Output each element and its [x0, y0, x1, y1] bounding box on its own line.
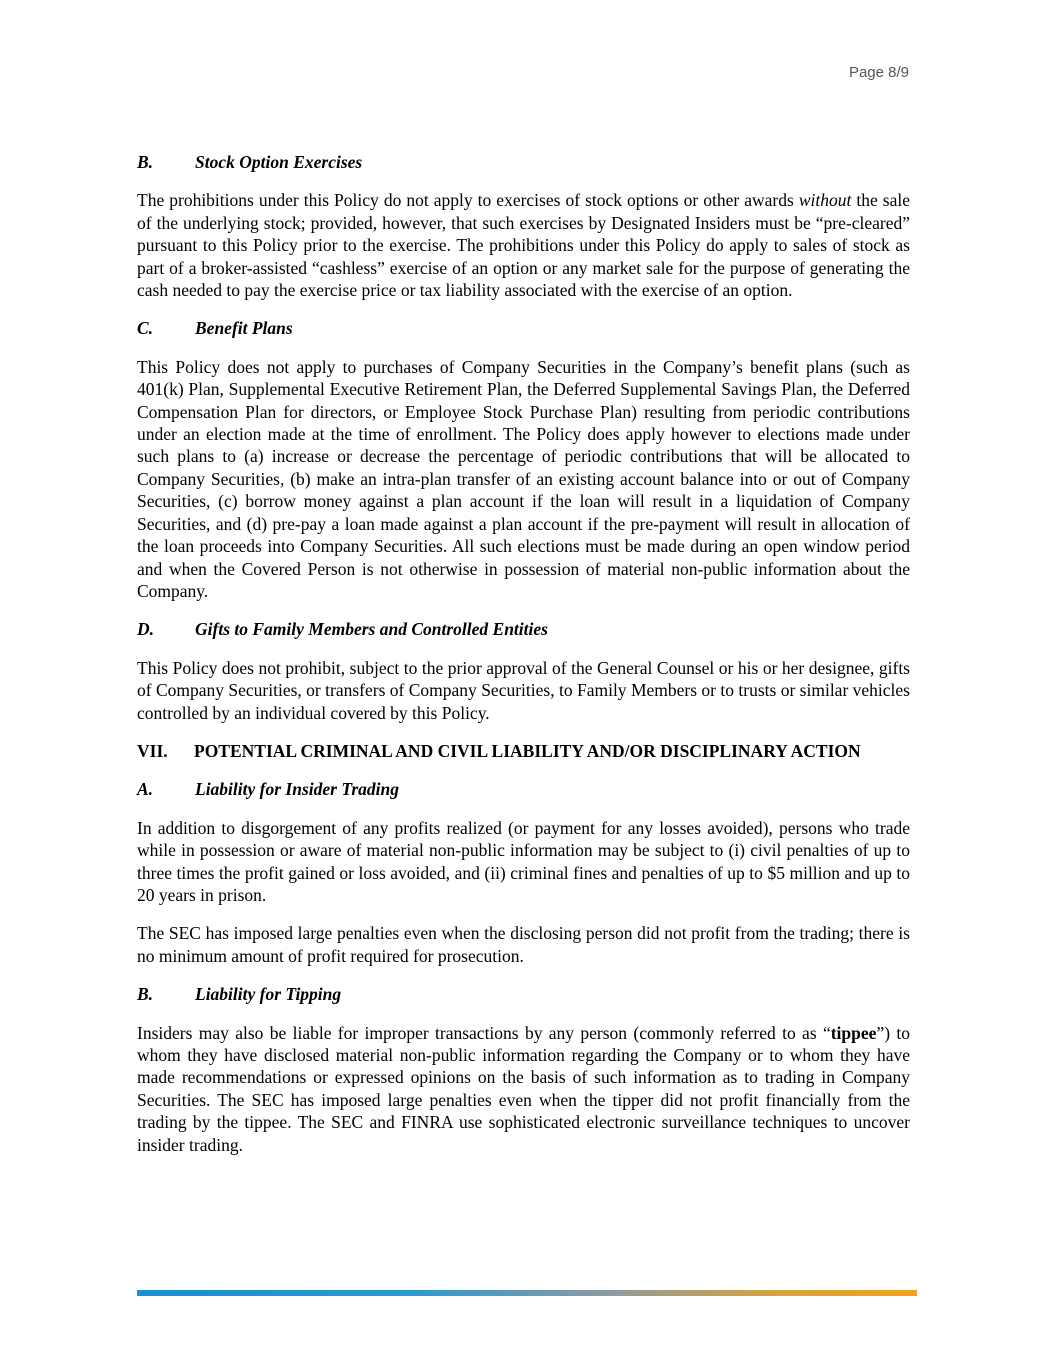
- footer-gradient-bar: [137, 1290, 917, 1296]
- page-number: Page 8/9: [848, 64, 909, 81]
- paragraph-liability-insider-trading-2: The SEC has imposed large penalties even when the disclosing person did not profit from the trading; there is no minimum amount of profit required for prosecution.: [137, 923, 910, 966]
- section-heading-gifts: [137, 618, 910, 640]
- section-heading-liability-tipping: [137, 983, 910, 1005]
- section-letter: D.: [137, 619, 155, 640]
- emphasis-text: without: [798, 190, 852, 211]
- section-title: Liability for Insider Trading: [195, 779, 400, 800]
- text-run: Insiders may also be liable for improper transactions by any person (commonly referred to as “: [137, 1022, 831, 1043]
- document-body: [137, 151, 910, 1172]
- text-run: The prohibitions under this Policy do not apply to exercises of stock options or other awards: [137, 190, 799, 211]
- paragraph-stock-option-exercises: [137, 189, 910, 301]
- text-run: the sale of the underlying stock; provided, however, that such exercises by Designated Insiders must be “pre-cleared” pursuant to this Policy prior to the exercise. The prohibitions under this Policy do apply to sales of stock as part of a broker-assisted “cashless” exercise of an option or any market sale for the purpose of generating the cash needed to pay the exercise price or tax liability associated with the exercise of an option.: [137, 190, 910, 301]
- section-title: Stock Option Exercises: [195, 152, 363, 172]
- section-title: Liability for Tipping: [195, 984, 342, 1005]
- text-run: ”) to whom they have disclosed material non-public information regarding the Company or to whom they have made recommendations or expressed opinions on the basis of such information as to trading in Company Securities. The SEC has imposed large penalties even when the tipper did not profit financially from the trading by the tippee. The SEC and FINRA use sophisticated electronic surveillance techniques to uncover insider trading.: [137, 1022, 910, 1155]
- section-heading-benefit-plans: [137, 317, 910, 339]
- section-letter: B.: [137, 984, 154, 1005]
- major-heading-vii: [137, 740, 910, 762]
- section-title: Gifts to Family Members and Controlled Entities: [195, 619, 548, 640]
- paragraph-benefit-plans: This Policy does not apply to purchases of Company Securities in the Company’s benefit plans (such as 401(k) Plan, Supplemental Executive Retirement Plan, the Deferred Supplemental Savings Plan, the Deferred Compensation Plan for directors, or Employee Stock Purchase Plan) resulting from periodic contributions under an election made at the time of enrollment. The Policy does apply however to elections made under such plans to (a) increase or decrease the percentage of periodic contributions that will be allocated to Company Securities, (b) make an intra-plan transfer of an existing account balance into or out of Company Securities, (c) borrow money against a plan account if the loan will result in a liquidation of Company Securities, and (d) pre-pay a loan made against a plan account if the pre-payment will result in allocation of the loan proceeds into Company Securities. All such elections must be made during an open window period and when the Covered Person is not otherwise in possession of material non-public information about the Company.: [137, 356, 910, 601]
- paragraph-liability-tipping: [137, 1022, 910, 1156]
- paragraph-liability-insider-trading-1: In addition to disgorgement of any profits realized (or payment for any losses avoided), persons who trade while in possession or aware of material non-public information may be subject to (i) civil penalties of up to three times the profit gained or loss avoided, and (ii) criminal fines and penalties of up to $5 million and up to 20 years in prison.: [137, 817, 910, 905]
- major-heading-number: VII.: [137, 740, 168, 761]
- paragraph-gifts: This Policy does not prohibit, subject to the prior approval of the General Counsel or his or her designee, gifts of Company Securities, or transfers of Company Securities, to Family Members or to trusts or similar vehicles controlled by an individual covered by this Policy.: [137, 657, 910, 723]
- major-heading-title: POTENTIAL CRIMINAL AND CIVIL LIABILITY AND/OR DISCIPLINARY ACTION: [194, 740, 861, 761]
- section-letter: C.: [137, 318, 154, 339]
- section-letter: B.: [137, 152, 154, 172]
- section-letter: A.: [137, 779, 154, 800]
- bold-term: tippee: [830, 1022, 877, 1043]
- section-title: Benefit Plans: [195, 318, 293, 339]
- section-heading-stock-option-exercises: [137, 151, 910, 173]
- section-heading-liability-insider-trading: [137, 778, 910, 800]
